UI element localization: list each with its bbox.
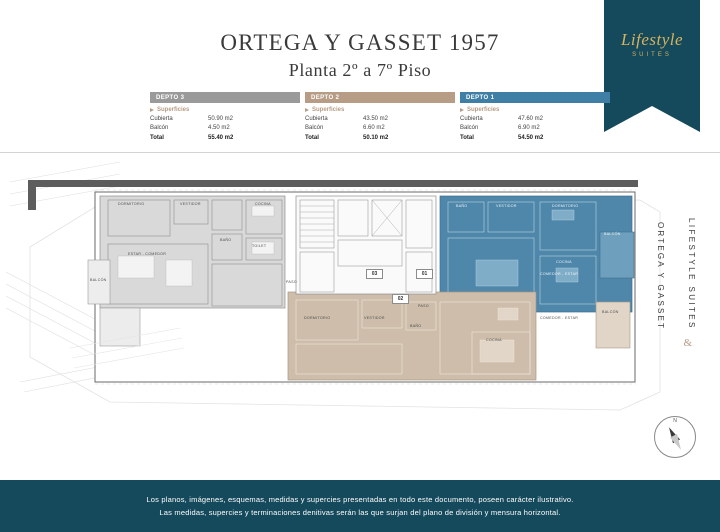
legend-row-value: 6.60 m2: [363, 125, 385, 131]
legend-total-key: Total: [305, 135, 319, 141]
floorplan-drawing: [0, 152, 720, 480]
room-label: VESTIDOR: [496, 204, 517, 208]
brand-label: LIFESTYLE SUITES: [687, 218, 696, 330]
legend-color-bar: [345, 92, 455, 103]
legend-card-title: DEPTO 3: [150, 92, 190, 103]
room-label: COMEDOR - ESTAR: [540, 316, 579, 320]
street-label: ORTEGA Y GASSET: [656, 222, 665, 331]
room-label: COCINA: [486, 338, 502, 342]
superficies-label: Superficies: [467, 107, 500, 113]
compass-needle-south: [670, 434, 685, 452]
legend-row-key: Balcón: [150, 125, 169, 131]
room-label: BAÑO: [220, 238, 232, 242]
legend-row-key: Balcón: [460, 125, 479, 131]
legend-row-key: Cubierta: [460, 116, 483, 122]
legend-card-depto-3: [150, 92, 300, 143]
legend-card-header: [460, 92, 610, 103]
room-label: BALCÓN: [604, 232, 621, 236]
room-label: VESTIDOR: [364, 316, 385, 320]
room-label: DORMITORIO: [552, 204, 579, 208]
legend-card-header: [150, 92, 300, 103]
superficies-heading: [150, 107, 300, 113]
disclaimer-line-1: Los planos, imágenes, esquemas, medidas y supercies presentadas en todo este documento, poseen carácter ilustrativo.: [146, 495, 574, 504]
compass-north-label: N: [673, 418, 677, 424]
room-label: PASO: [286, 280, 297, 284]
room-label: DORMITORIO: [304, 316, 331, 320]
disclaimer-line-2: Las medidas, supercies y terminaciones denitivas serán las que surjan del plano de división y mensura horizontal.: [159, 508, 561, 517]
legend-row-key: Cubierta: [305, 116, 328, 122]
legend: [0, 92, 720, 147]
logo-wordmark: Lifestyle: [620, 30, 684, 49]
legend-card-depto-1: [460, 92, 610, 143]
room-label: DORMITORIO: [118, 202, 145, 206]
legend-card-header: [305, 92, 455, 103]
legend-card-body: [305, 103, 455, 143]
room-label: BALCÓN: [602, 310, 619, 314]
superficies-heading: [460, 107, 610, 113]
legend-row: [460, 115, 610, 124]
bullet-icon: [460, 108, 464, 112]
logo-badge: [604, 0, 700, 106]
legend-total-value: 50.10 m2: [363, 135, 389, 141]
unit-badge-03[interactable]: 03: [366, 269, 383, 279]
logo-subtext: SUITES: [632, 52, 672, 58]
room-label: BALCÓN: [90, 278, 107, 282]
legend-color-bar: [190, 92, 300, 103]
legend-row: [305, 124, 455, 133]
superficies-label: Superficies: [312, 107, 345, 113]
room-label: BAÑO: [456, 204, 468, 208]
superficies-heading: [305, 107, 455, 113]
legend-row-value: 4.50 m2: [208, 125, 230, 131]
legend-total-value: 54.50 m2: [518, 135, 544, 141]
unit-badge-02[interactable]: 02: [392, 294, 409, 304]
legend-card-depto-2: [305, 92, 455, 143]
legend-row-key: Cubierta: [150, 116, 173, 122]
footer-disclaimer: [0, 480, 720, 532]
room-label: COCINA: [255, 202, 271, 206]
legend-row-value: 50.90 m2: [208, 116, 234, 122]
legend-row-total: [460, 134, 610, 143]
legend-row-value: 43.50 m2: [363, 116, 389, 122]
compass-icon: [654, 416, 696, 458]
legend-total-key: Total: [460, 135, 474, 141]
legend-row: [460, 124, 610, 133]
legend-row-total: [150, 134, 300, 143]
page-title: ORTEGA Y GASSET 1957: [220, 30, 500, 55]
page-subtitle: Planta 2º a 7º Piso: [288, 60, 432, 80]
legend-total-key: Total: [150, 135, 164, 141]
legend-row: [150, 124, 300, 133]
legend-card-title: DEPTO 1: [460, 92, 500, 103]
legend-row: [305, 115, 455, 124]
room-label: TOILET: [252, 244, 267, 248]
legend-card-title: DEPTO 2: [305, 92, 345, 103]
room-label: BAÑO: [410, 324, 422, 328]
legend-row-value: 6.90 m2: [518, 125, 540, 131]
room-label: COMEDOR - ESTAR: [540, 272, 579, 276]
legend-row-total: [305, 134, 455, 143]
legend-row: [150, 115, 300, 124]
bullet-icon: [305, 108, 309, 112]
bullet-icon: [150, 108, 154, 112]
superficies-label: Superficies: [157, 107, 190, 113]
legend-card-body: [460, 103, 610, 143]
legend-color-bar: [500, 92, 610, 103]
room-label: ESTAR - COMEDOR: [128, 252, 167, 256]
legend-total-value: 55.40 m2: [208, 135, 234, 141]
legend-row-value: 47.60 m2: [518, 116, 544, 122]
legend-card-body: [150, 103, 300, 143]
ampersand-mark: &: [683, 337, 692, 349]
floorplan-section: [0, 152, 720, 480]
room-label: PASO: [418, 304, 429, 308]
unit-badge-01[interactable]: 01: [416, 269, 433, 279]
legend-row-key: Balcón: [305, 125, 324, 131]
room-label: VESTIDOR: [180, 202, 201, 206]
room-label: COCINA: [556, 260, 572, 264]
